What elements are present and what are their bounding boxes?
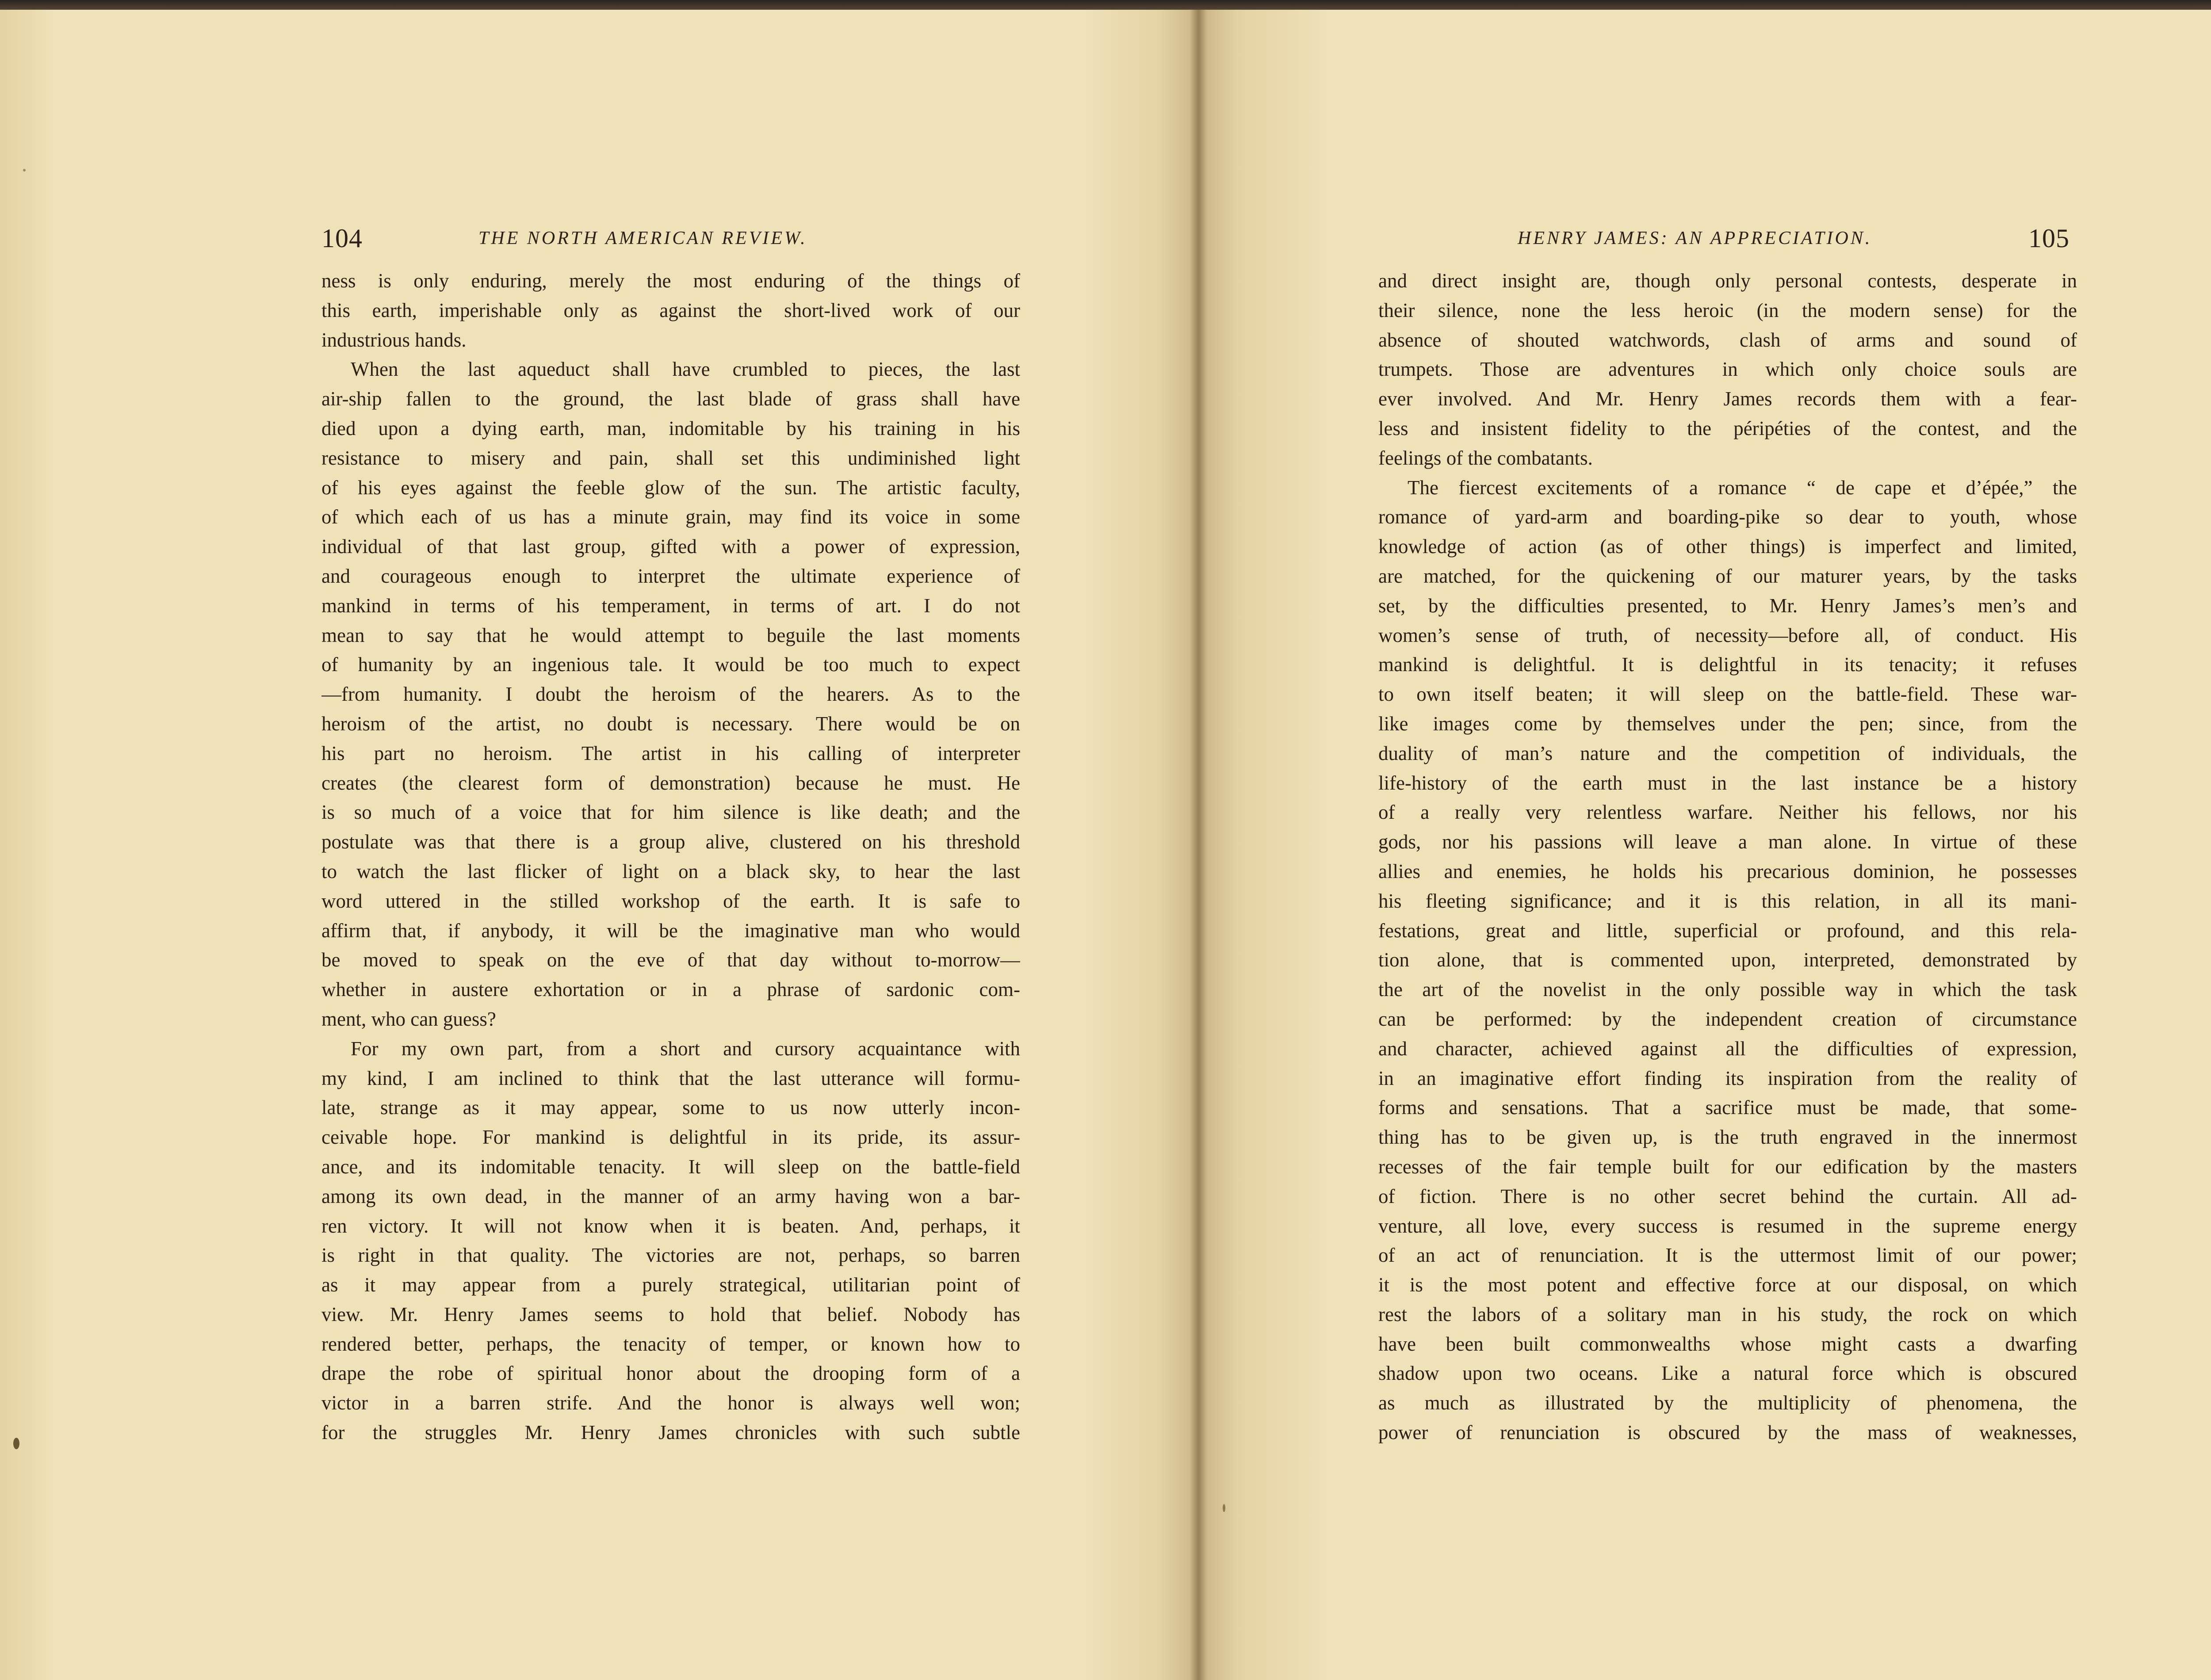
text-line: set, by the difficulties presented, to Mr. Henry James’s men’s and (1378, 594, 2077, 617)
text-line: individual of that last group, gifted with a power of expression, (321, 535, 1020, 558)
text-line: be moved to speak on the eve of that day without to-morrow— (321, 949, 1020, 971)
page-number: 104 (321, 224, 363, 253)
text-line: life-history of the earth must in the last instance be a history (1378, 771, 2077, 794)
text-line: allies and enemies, he holds his precarious dominion, he possesses (1378, 860, 2077, 882)
text-line: his part no heroism. The artist in his calling of interpreter (321, 742, 1020, 764)
text-line: and character, achieved against all the difficulties of expression, (1378, 1037, 2077, 1060)
text-line: of a really very relentless warfare. Neither his fellows, nor his (1378, 801, 2077, 824)
text-line: can be performed: by the independent creation of circumstance (1378, 1008, 2077, 1030)
page-number: 105 (2028, 224, 2069, 253)
text-line: shadow upon two oceans. Like a natural force which is obscured (1378, 1362, 2077, 1385)
text-line: of fiction. There is no other secret behind the curtain. All ad- (1378, 1185, 2077, 1207)
text-line: mean to say that he would attempt to beguile the last moments (321, 624, 1020, 646)
text-line: rest the labors of a solitary man in his study, the rock on which (1378, 1303, 2077, 1325)
text-line: For my own part, from a short and cursory acquaintance with (351, 1037, 1020, 1060)
text-line: ness is only enduring, merely the most enduring of the things of (321, 270, 1020, 292)
text-line: victor in a barren strife. And the honor is always well won; (321, 1392, 1020, 1414)
text-line: as it may appear from a purely strategical, utilitarian point of (321, 1274, 1020, 1296)
text-line: women’s sense of truth, of necessity—before all, of conduct. His (1378, 624, 2077, 646)
text-line: duality of man’s nature and the competition of individuals, the (1378, 742, 2077, 764)
text-line: and direct insight are, though only personal contests, desperate in (1378, 270, 2077, 292)
text-line: have been built commonwealths whose might casts a dwarfing (1378, 1333, 2077, 1355)
text-line: it is the most potent and effective force at our disposal, on which (1378, 1274, 2077, 1296)
text-line: for the struggles Mr. Henry James chronicles with such subtle (321, 1421, 1020, 1444)
text-line: late, strange as it may appear, some to us now utterly incon- (321, 1096, 1020, 1119)
journal-title: THE NORTH AMERICAN REVIEW. (478, 228, 807, 248)
text-line: venture, all love, every success is resumed in the supreme energy (1378, 1214, 2077, 1237)
text-line: knowledge of action (as of other things) is imperfect and limited, (1378, 535, 2077, 558)
text-line: mankind in terms of his temperament, in terms of art. I do not (321, 594, 1020, 617)
text-line: ren victory. It will not know when it is beaten. And, perhaps, it (321, 1214, 1020, 1237)
text-line: power of renunciation is obscured by the mass of weaknesses, (1378, 1421, 2077, 1444)
text-line: to own itself beaten; it will sleep on the battle-field. These war- (1378, 683, 2077, 706)
text-line: of his eyes against the feeble glow of the sun. The artistic faculty, (321, 476, 1020, 499)
text-line: creates (the clearest form of demonstration) because he must. He (321, 771, 1020, 794)
text-line: died upon a dying earth, man, indomitable by his training in his (321, 417, 1020, 439)
text-line: gods, nor his passions will leave a man alone. In virtue of these (1378, 831, 2077, 853)
left-running-head (321, 223, 1020, 254)
text-line: among its own dead, in the manner of an army having won a bar- (321, 1185, 1020, 1207)
text-line: his fleeting significance; and it is this relation, in all its mani- (1378, 890, 2077, 912)
text-line: resistance to misery and pain, shall set this undiminished light (321, 447, 1020, 469)
text-line: thing has to be given up, is the truth engraved in the innermost (1378, 1126, 2077, 1149)
text-line: air-ship fallen to the ground, the last blade of grass shall have (321, 388, 1020, 410)
text-line: whether in austere exhortation or in a phrase of sardonic com- (321, 978, 1020, 1001)
text-line: absence of shouted watchwords, clash of arms and sound of (1378, 328, 2077, 351)
text-line: of humanity by an ingenious tale. It would be too much to expect (321, 653, 1020, 676)
text-line: ceivable hope. For mankind is delightful in its pride, its assur- (321, 1126, 1020, 1149)
text-line: drape the robe of spiritual honor about the drooping form of a (321, 1362, 1020, 1385)
article-title: HENRY JAMES: AN APPRECIATION. (1518, 228, 1872, 248)
text-line: mankind is delightful. It is delightful in its tenacity; it refuses (1378, 653, 2077, 676)
text-line: to watch the last flicker of light on a black sky, to hear the last (321, 860, 1020, 882)
text-line: of which each of us has a minute grain, may find its voice in some (321, 506, 1020, 528)
right-running-head (1378, 223, 2077, 254)
gutter-shadow (1190, 10, 1207, 1680)
text-line: is right in that quality. The victories are not, perhaps, so barren (321, 1244, 1020, 1267)
text-line: the art of the novelist in the only possible way in which the task (1378, 978, 2077, 1001)
right-page-body (1378, 266, 2077, 1460)
text-line: are matched, for the quickening of our maturer years, by the tasks (1378, 565, 2077, 587)
text-line: as much as illustrated by the multiplicity of phenomena, the (1378, 1392, 2077, 1414)
ink-speck (23, 169, 26, 172)
text-line: trumpets. Those are adventures in which only choice souls are (1378, 358, 2077, 381)
text-line: forms and sensations. That a sacrifice must be made, that some- (1378, 1096, 2077, 1119)
text-line: ever involved. And Mr. Henry James records them with a fear- (1378, 388, 2077, 410)
ink-speck (1223, 1504, 1225, 1512)
text-line: rendered better, perhaps, the tenacity of temper, or known how to (321, 1333, 1020, 1355)
text-line: The fiercest excitements of a romance “ de cape et d’épée,” the (1408, 476, 2077, 499)
text-line: and courageous enough to interpret the ultimate experience of (321, 565, 1020, 587)
text-line: this earth, imperishable only as against the short-lived work of our (321, 299, 1020, 321)
text-line: is so much of a voice that for him silence is like death; and the (321, 801, 1020, 824)
text-line: postulate was that there is a group alive, clustered on his threshold (321, 831, 1020, 853)
text-line: industrious hands. (321, 328, 467, 351)
text-line: in an imaginative effort finding its inspiration from the reality of (1378, 1067, 2077, 1089)
text-line: view. Mr. Henry James seems to hold that belief. Nobody has (321, 1303, 1020, 1325)
text-line: When the last aqueduct shall have crumbled to pieces, the last (351, 358, 1020, 381)
text-line: —from humanity. I doubt the heroism of the hearers. As to the (321, 683, 1020, 706)
text-line: feelings of the combatants. (1378, 447, 1593, 469)
text-line: tion alone, that is commented upon, interpreted, demonstrated by (1378, 949, 2077, 971)
text-line: my kind, I am inclined to think that the last utterance will formu- (321, 1067, 1020, 1089)
text-line: recesses of the fair temple built for our edification by the masters (1378, 1155, 2077, 1178)
left-page-body (321, 266, 1020, 1460)
text-line: their silence, none the less heroic (in the modern sense) for the (1378, 299, 2077, 321)
text-line: affirm that, if anybody, it will be the imaginative man who would (321, 919, 1020, 942)
text-line: of an act of renunciation. It is the uttermost limit of our power; (1378, 1244, 2077, 1267)
text-line: word uttered in the stilled workshop of the earth. It is safe to (321, 890, 1020, 912)
ink-speck (13, 1438, 19, 1449)
text-line: ment, who can guess? (321, 1008, 496, 1030)
text-line: heroism of the artist, no doubt is necessary. There would be on (321, 712, 1020, 735)
text-line: romance of yard-arm and boarding-pike so dear to youth, whose (1378, 506, 2077, 528)
text-line: ance, and its indomitable tenacity. It will sleep on the battle-field (321, 1155, 1020, 1178)
text-line: festations, great and little, superficial or profound, and this rela- (1378, 919, 2077, 942)
text-line: less and insistent fidelity to the péripéties of the contest, and the (1378, 417, 2077, 439)
text-line: like images come by themselves under the pen; since, from the (1378, 712, 2077, 735)
